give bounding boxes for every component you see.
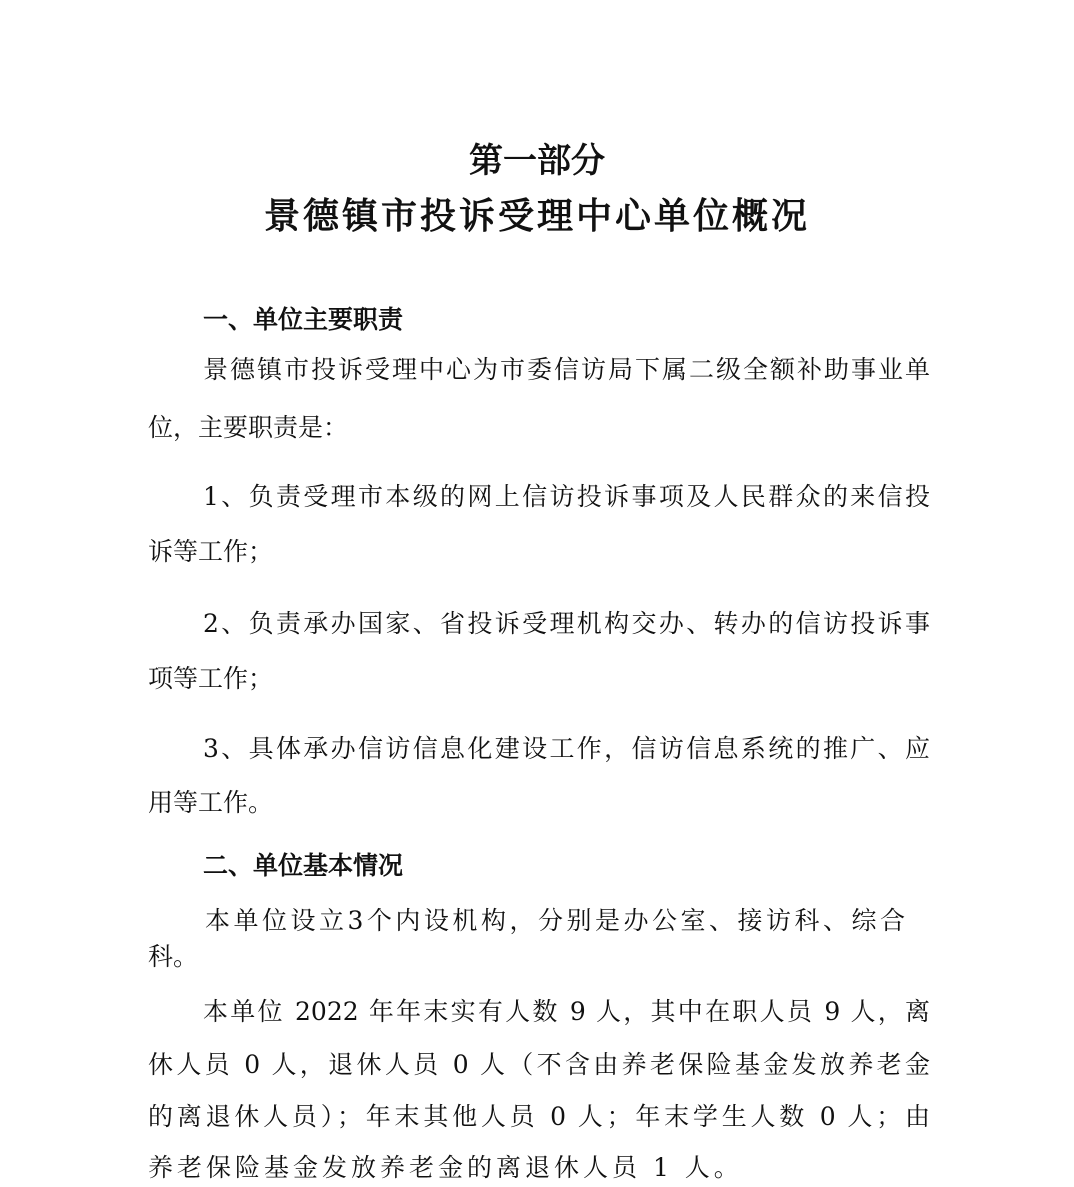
paragraph-line: 休人员 0 人，退休人员 0 人（不含由养老保险基金发放养老金 bbox=[148, 1050, 930, 1079]
section-heading-duties: 一、单位主要职责 bbox=[203, 305, 404, 334]
page-title: 景德镇市投诉受理中心单位概况 bbox=[263, 196, 810, 237]
paragraph-line: 景德镇市投诉受理中心为市委信访局下属二级全额补助事业单 bbox=[203, 355, 930, 384]
paragraph-line: 位，主要职责是： bbox=[148, 413, 349, 442]
list-item-line: 诉等工作； bbox=[148, 537, 274, 566]
list-item-line: 3、具体承办信访信息化建设工作，信访信息系统的推广、应 bbox=[203, 734, 930, 763]
list-item-line: 2、负责承办国家、省投诉受理机构交办、转办的信访投诉事 bbox=[203, 609, 930, 638]
part-title: 第一部分 bbox=[469, 141, 605, 181]
list-item-line: 项等工作； bbox=[148, 664, 274, 693]
paragraph-line: 养老保险基金发放养老金的离退休人员 1 人。 bbox=[148, 1153, 743, 1182]
paragraph-line: 的离退休人员）；年末其他人员 0 人；年末学生人数 0 人；由 bbox=[148, 1102, 930, 1131]
list-item-line: 1、负责受理市本级的网上信访投诉事项及人民群众的来信投 bbox=[203, 482, 930, 511]
list-item-line: 用等工作。 bbox=[148, 788, 274, 817]
paragraph-line: 本单位 2022 年年末实有人数 9 人，其中在职人员 9 人，离 bbox=[203, 997, 930, 1026]
paragraph-line: 科。 bbox=[148, 942, 199, 971]
paragraph-line: 本单位设立3个内设机构，分别是办公室、接访科、综合 bbox=[205, 906, 905, 935]
section-heading-basic-info: 二、单位基本情况 bbox=[203, 851, 404, 880]
